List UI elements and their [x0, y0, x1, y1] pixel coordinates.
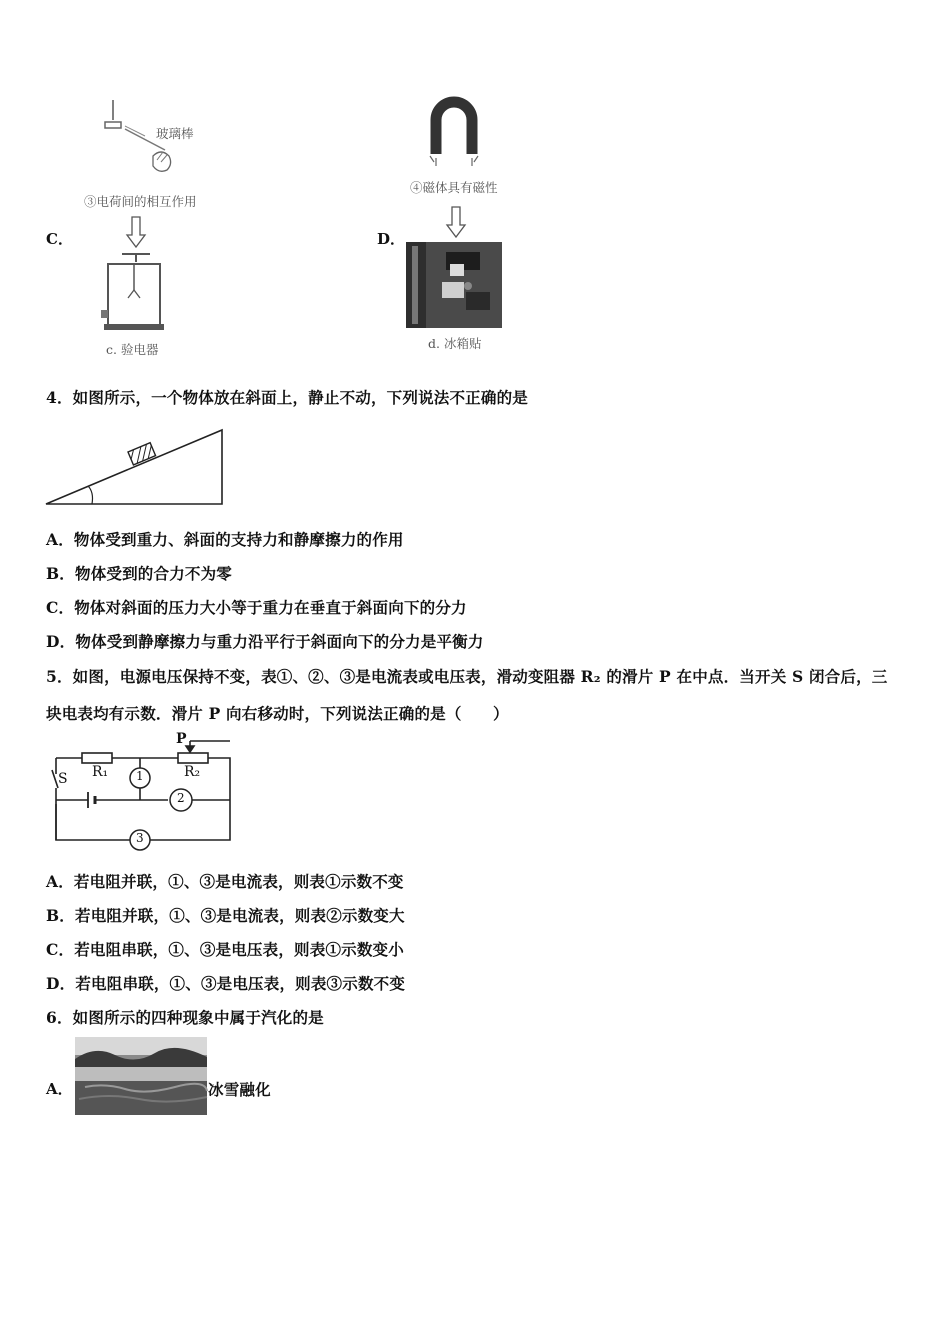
question-6-option-a-label: A． [46, 1080, 73, 1098]
down-arrow-icon [446, 206, 466, 238]
question-5-stem-line-2: 块电表均有示数．滑片 P 向右移动时，下列说法正确的是（ ） [46, 704, 509, 723]
fridge-magnet-photo [406, 242, 502, 328]
resistor-r1 [82, 753, 112, 763]
question-6-option-a-text: 冰雪融化 [208, 1080, 271, 1099]
rod-caption: 玻璃棒 [156, 126, 194, 141]
question-4-option-a: A．物体受到重力、斜面的支持力和静摩擦力的作用 [46, 530, 404, 549]
resistor-r2-label: R₂ [184, 764, 201, 780]
incline-diagram [44, 428, 228, 508]
circuit-diagram [44, 731, 236, 852]
switch-label: S [58, 771, 68, 787]
charge-interaction-caption: ③电荷间的相互作用 [84, 194, 197, 209]
meter-2-label: 2 [177, 791, 185, 805]
slider-p-label: P [176, 731, 187, 747]
question-4-option-b: B．物体受到的合力不为零 [46, 564, 233, 583]
magnet-caption: ④磁体具有磁性 [410, 180, 498, 195]
horseshoe-magnet-illustration [424, 96, 484, 168]
question-4-option-c: C．物体对斜面的压力大小等于重力在垂直于斜面向下的分力 [46, 598, 467, 617]
option-d-label: D． [377, 230, 406, 248]
question-5-stem-line-1: 5．如图，电源电压保持不变，表①、②、③是电流表或电压表，滑动变阻器 R₂ 的滑片 P 在中点．当开关 S 闭合后，三 [46, 667, 888, 686]
option-c-label: C． [46, 230, 73, 248]
melting-snow-photo [75, 1037, 207, 1115]
question-5-option-c: C．若电阻串联，①、③是电压表，则表①示数变小 [46, 940, 404, 959]
question-5-option-b: B．若电阻并联，①、③是电流表，则表②示数变大 [46, 906, 405, 925]
down-arrow-icon [126, 216, 146, 248]
question-5-option-a: A．若电阻并联，①、③是电流表，则表①示数不变 [46, 872, 404, 891]
resistor-r2 [178, 753, 208, 763]
question-4-stem: 4．如图所示，一个物体放在斜面上，静止不动，下列说法不正确的是 [46, 388, 528, 407]
resistor-r1-label: R₁ [92, 764, 109, 780]
fridge-magnet-caption: d. 冰箱贴 [428, 336, 482, 351]
question-5-option-d: D．若电阻串联，①、③是电压表，则表③示数不变 [46, 974, 406, 993]
meter-1-label: 1 [136, 769, 144, 783]
question-6-stem: 6．如图所示的四种现象中属于汽化的是 [46, 1008, 324, 1027]
meter-3-label: 3 [136, 831, 144, 845]
electroscope-caption: c. 验电器 [106, 342, 159, 357]
question-4-option-d: D．物体受到静摩擦力与重力沿平行于斜面向下的分力是平衡力 [46, 632, 484, 651]
electroscope-illustration [100, 250, 170, 335]
